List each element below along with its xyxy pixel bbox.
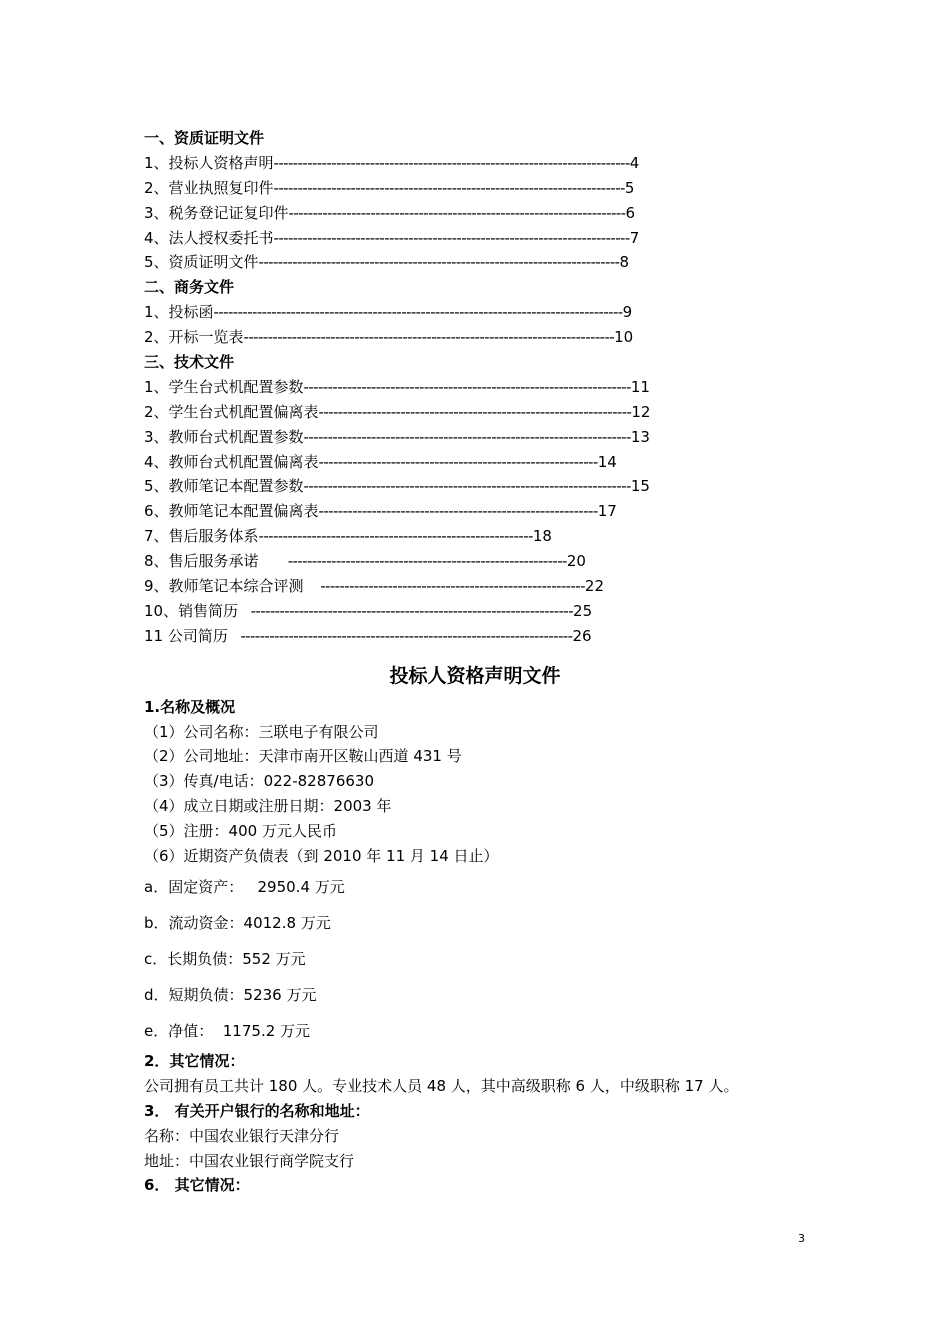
toc-entry (144, 300, 794, 325)
toc-entry-label: 1、投标函 (144, 303, 214, 322)
toc-page-number: 12 (631, 402, 651, 421)
toc-entry-label: 2、营业执照复印件 (144, 178, 274, 197)
toc-leader: ------------------------------------------------------------------- (238, 601, 574, 620)
toc-leader: ------------------------------------------------------------------------- (273, 178, 625, 197)
document-title: 投标人资格声明文件 (389, 664, 561, 687)
toc-entry (144, 226, 794, 251)
page-content (144, 126, 794, 1198)
bank-name: 名称：中国农业银行天津分行 (144, 1126, 340, 1145)
toc-entry-label: 5、教师笔记本配置参数 (144, 477, 304, 496)
page-number: 3 (798, 1232, 805, 1245)
toc-entry (144, 474, 794, 499)
toc-entry (144, 425, 794, 450)
company-info-item: （3）传真/电话：022-82876630 (144, 772, 374, 791)
toc-page-number: 18 (532, 527, 552, 546)
toc-leader: ------------------------------------------------------------------------------------- (213, 303, 623, 322)
toc-entry (144, 250, 794, 275)
toc-section-heading: 二、商务文件 (144, 278, 235, 297)
toc-page-number: 17 (597, 502, 617, 521)
toc-page-number: 9 (622, 303, 633, 322)
toc-leader: ---------------------------------------------------------------------- (288, 203, 626, 222)
company-info-item: （6）近期资产负债表（到 2010 年 11 月 14 日止） (144, 847, 499, 866)
toc-leader: -------------------------------------------------------------------- (303, 477, 631, 496)
toc-leader: ---------------------------------------------------------- (258, 552, 567, 571)
toc-page-number: 14 (597, 452, 617, 471)
toc-page-number: 11 (630, 377, 650, 396)
toc-leader: -------------------------------------------------------------------------- (273, 153, 630, 172)
section-heading: 6． 其它情况： (144, 1176, 250, 1195)
toc-leader: ----------------------------------------------------------------- (318, 402, 632, 421)
company-info-item: （5）注册：400 万元人民币 (144, 822, 337, 841)
toc-entry (144, 624, 794, 649)
toc-entry (144, 499, 794, 524)
toc-leader: --------------------------------------------------------------------- (227, 626, 573, 645)
financial-item: e．净值： 1175.2 万元 (144, 1021, 311, 1040)
toc-page-number: 25 (573, 601, 593, 620)
toc-entry-label: 9、教师笔记本综合评测 (144, 577, 304, 596)
toc-entry (144, 574, 794, 599)
toc-page-number: 8 (619, 253, 630, 272)
toc-entry (144, 325, 794, 350)
toc-entry-label: 6、教师笔记本配置偏离表 (144, 502, 319, 521)
toc-entry (144, 450, 794, 475)
toc-entry-label: 1、学生台式机配置参数 (144, 377, 304, 396)
toc-entry-label: 10、销售简历 (144, 601, 239, 620)
toc-entry (144, 151, 794, 176)
toc-leader: -------------------------------------------------------------------------- (273, 228, 630, 247)
toc-entry (144, 599, 794, 624)
toc-section-heading: 一、资质证明文件 (144, 129, 265, 147)
bank-address: 地址：中国农业银行商学院支行 (144, 1151, 355, 1170)
toc-entry-label: 2、开标一览表 (144, 328, 244, 347)
toc-entry (144, 201, 794, 226)
toc-page-number: 4 (629, 153, 640, 172)
section-heading: 1.名称及概况 (144, 697, 236, 716)
toc-entry-label: 1、投标人资格声明 (144, 153, 274, 172)
company-info-item: （2）公司地址：天津市南开区鞍山西道 431 号 (144, 747, 462, 766)
toc-entry (144, 176, 794, 201)
toc-entry-label: 3、教师台式机配置参数 (144, 427, 304, 446)
section-heading: 3． 有关开户银行的名称和地址： (144, 1101, 370, 1120)
toc-entry (144, 524, 794, 549)
toc-section-heading: 三、技术文件 (144, 353, 235, 372)
company-info-item: （1）公司名称：三联电子有限公司 (144, 722, 379, 741)
toc-entry-label: 8、售后服务承诺 (144, 552, 259, 571)
toc-entry-label: 5、资质证明文件 (144, 253, 259, 272)
toc-page-number: 7 (629, 228, 640, 247)
financial-item: d．短期负债：5236 万元 (144, 985, 317, 1004)
toc-leader: ---------------------------------------------------------- (318, 502, 598, 521)
toc-entry (144, 400, 794, 425)
toc-page-number: 26 (572, 626, 592, 645)
toc-leader: --------------------------------------------------------------------------- (258, 253, 620, 272)
toc-page-number: 5 (624, 178, 635, 197)
toc-page-number: 15 (630, 477, 650, 496)
toc-page-number: 10 (614, 328, 634, 347)
toc-page-number: 22 (584, 577, 605, 596)
section-heading: 2．其它情况： (144, 1051, 245, 1070)
toc-entry-label: 2、学生台式机配置偏离表 (144, 402, 319, 421)
toc-leader: -------------------------------------------------------------------- (303, 427, 631, 446)
toc-page-number: 6 (625, 203, 635, 222)
toc-page-number: 20 (566, 552, 586, 571)
paragraph: 公司拥有员工共计 180 人。专业技术人员 48 人，其中高级职称 6 人，中级职称 17 人。 (144, 1076, 739, 1095)
toc-entry-label: 11 公司简历 (144, 626, 228, 645)
toc-leader: ----------------------------------------------------------------------------- (243, 328, 615, 347)
toc-entry-label: 7、售后服务体系 (144, 527, 259, 546)
financial-item: b．流动资金：4012.8 万元 (144, 913, 331, 932)
toc-entry-label: 3、税务登记证复印件 (144, 203, 289, 222)
toc-entry (144, 549, 794, 574)
toc-leader: -------------------------------------------------------------------- (303, 377, 631, 396)
financial-item: c．长期负债：552 万元 (144, 949, 306, 968)
toc-entry (144, 375, 794, 400)
toc-leader: ---------------------------------------------------------- (318, 452, 598, 471)
toc-page-number: 13 (630, 427, 650, 446)
financial-item: a．固定资产： 2950.4 万元 (144, 877, 345, 896)
toc-entry-label: 4、法人授权委托书 (144, 228, 274, 247)
toc-entry-label: 4、教师台式机配置偏离表 (144, 452, 319, 471)
company-info-item: （4）成立日期或注册日期：2003 年 (144, 797, 392, 816)
toc-leader: --------------------------------------------------------- (258, 527, 533, 546)
toc-leader: ------------------------------------------------------- (303, 577, 585, 596)
